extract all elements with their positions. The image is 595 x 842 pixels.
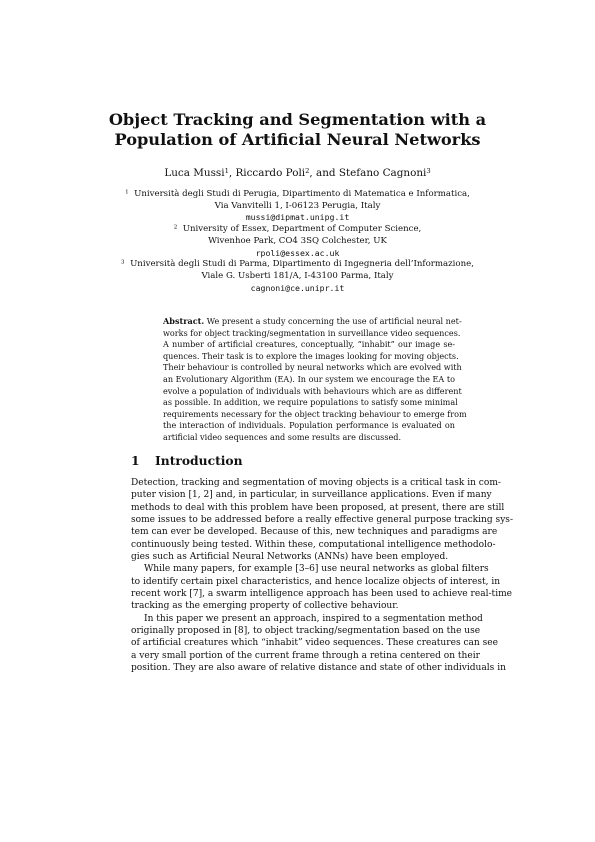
body-text xyxy=(131,477,514,675)
body-line: to identify certain pixel characteristics, and hence localize objects of interest, in xyxy=(131,576,501,587)
abstract-line: quences. Their task is to explore the images looking for moving objects. xyxy=(163,350,459,361)
author-affiliation-mark: 3 xyxy=(426,166,431,175)
title-line: Population of Artificial Neural Networks xyxy=(114,130,481,149)
abstract-line: works for object tracking/segmentation in surveillance video sequences. xyxy=(163,327,461,338)
abstract-line: the interaction of individuals. Population performance is evaluated on xyxy=(163,420,455,431)
abstract-line: A number of artificial creatures, conceptually, “inhabit” our image se- xyxy=(163,339,455,350)
author-affiliation-mark: 1 xyxy=(224,166,229,175)
author-name: Riccardo Poli xyxy=(235,167,306,179)
affiliation-line: Viale G. Usberti 181/A, I-43100 Parma, Italy xyxy=(201,270,394,281)
body-line: In this paper we present an approach, inspired to a segmentation method xyxy=(144,613,483,624)
author-name: Stefano Cagnoni xyxy=(338,167,427,179)
affiliation-line: Via Vanvitelli 1, I-06123 Perugia, Italy xyxy=(214,200,381,211)
affiliation-email: mussi@dipmat.unipg.it xyxy=(245,212,350,223)
body-line: a very small portion of the current frame through a retina centered on their xyxy=(131,650,480,661)
abstract-label: Abstract. xyxy=(163,316,205,326)
abstract-line: artificial video sequences and some results are discussed. xyxy=(163,431,402,442)
author-name: Luca Mussi xyxy=(164,167,225,179)
affiliation-email: rpoli@essex.ac.uk xyxy=(255,247,340,258)
affiliation-line: Wivenhoe Park, CO4 3SQ Colchester, UK xyxy=(208,235,387,246)
abstract-line: an Evolutionary Algorithm (EA). In our system we encourage the EA to xyxy=(163,373,455,384)
body-line: tem can ever be developed. Because of this, new techniques and paradigms are xyxy=(131,527,498,538)
abstract xyxy=(163,316,467,444)
author-separator: , and xyxy=(309,167,339,179)
abstract-line: as possible. In addition, we require populations to satisfy some minimal xyxy=(163,397,458,408)
section-heading xyxy=(131,453,243,469)
abstract-line: evolve a population of individuals with behaviours which are as different xyxy=(163,385,462,396)
body-line: continuously being tested. Within these, computational intelligence methodolo- xyxy=(131,539,496,550)
body-line: originally proposed in [8], to object tracking/segmentation based on the use xyxy=(131,626,481,637)
section-number: 1 xyxy=(131,453,140,468)
affiliation-line: $^2$ University of Essex, Department of Computer Science, xyxy=(173,224,422,235)
affiliation-mark: 2 xyxy=(173,224,178,231)
body-line: gies such as Artificial Neural Networks (ANNs) have been employed. xyxy=(131,552,449,563)
author-separator: , xyxy=(228,167,236,179)
abstract-line: Their behaviour is controlled by neural networks which are evolved with xyxy=(163,362,462,373)
abstract-line: requirements necessary for the object tracking behaviour to emerge from xyxy=(163,408,467,419)
body-line: puter vision [1, 2] and, in particular, in surveillance applications. Even if many xyxy=(131,490,492,501)
body-line: recent work [7], a swarm intelligence approach has been used to achieve real-time xyxy=(131,589,513,600)
body-line: While many papers, for example [3–6] use neural networks as global filters xyxy=(144,564,489,575)
abstract-line: Abstract. We present a study concerning the use of artificial neural net- xyxy=(163,316,462,326)
affiliation-mark: 1 xyxy=(125,189,129,196)
author-list xyxy=(60,166,535,180)
body-line: tracking as the emerging property of collective behaviour. xyxy=(131,601,399,612)
paper-title xyxy=(60,110,535,150)
body-line: methods to deal with this problem have been proposed, at present, there are still xyxy=(131,502,505,513)
body-line: Detection, tracking and segmentation of moving objects is a critical task in com- xyxy=(131,478,501,488)
section-title: Introduction xyxy=(155,453,243,468)
affiliation-line: $^1$ Università degli Studi di Perugia, Dipartimento di Matematica e Informatica, xyxy=(125,189,470,199)
author-affiliation-mark: 2 xyxy=(305,166,310,175)
body-line: of artificial creatures which “inhabit” video sequences. These creatures can see xyxy=(131,638,498,649)
body-line: position. They are also aware of relative distance and state of other individuals in xyxy=(131,663,506,674)
affiliations xyxy=(70,189,525,294)
affiliation-line: $^3$ Università degli Studi di Parma, Dipartimento di Ingegneria dell’Informazione, xyxy=(121,259,474,270)
body-line: some issues to be addressed before a really effective general purpose tracking sys- xyxy=(131,515,514,526)
title-line: Object Tracking and Segmentation with a xyxy=(108,110,487,129)
affiliation-mark: 3 xyxy=(121,259,125,266)
affiliation-email: cagnoni@ce.unipr.it xyxy=(250,282,345,293)
